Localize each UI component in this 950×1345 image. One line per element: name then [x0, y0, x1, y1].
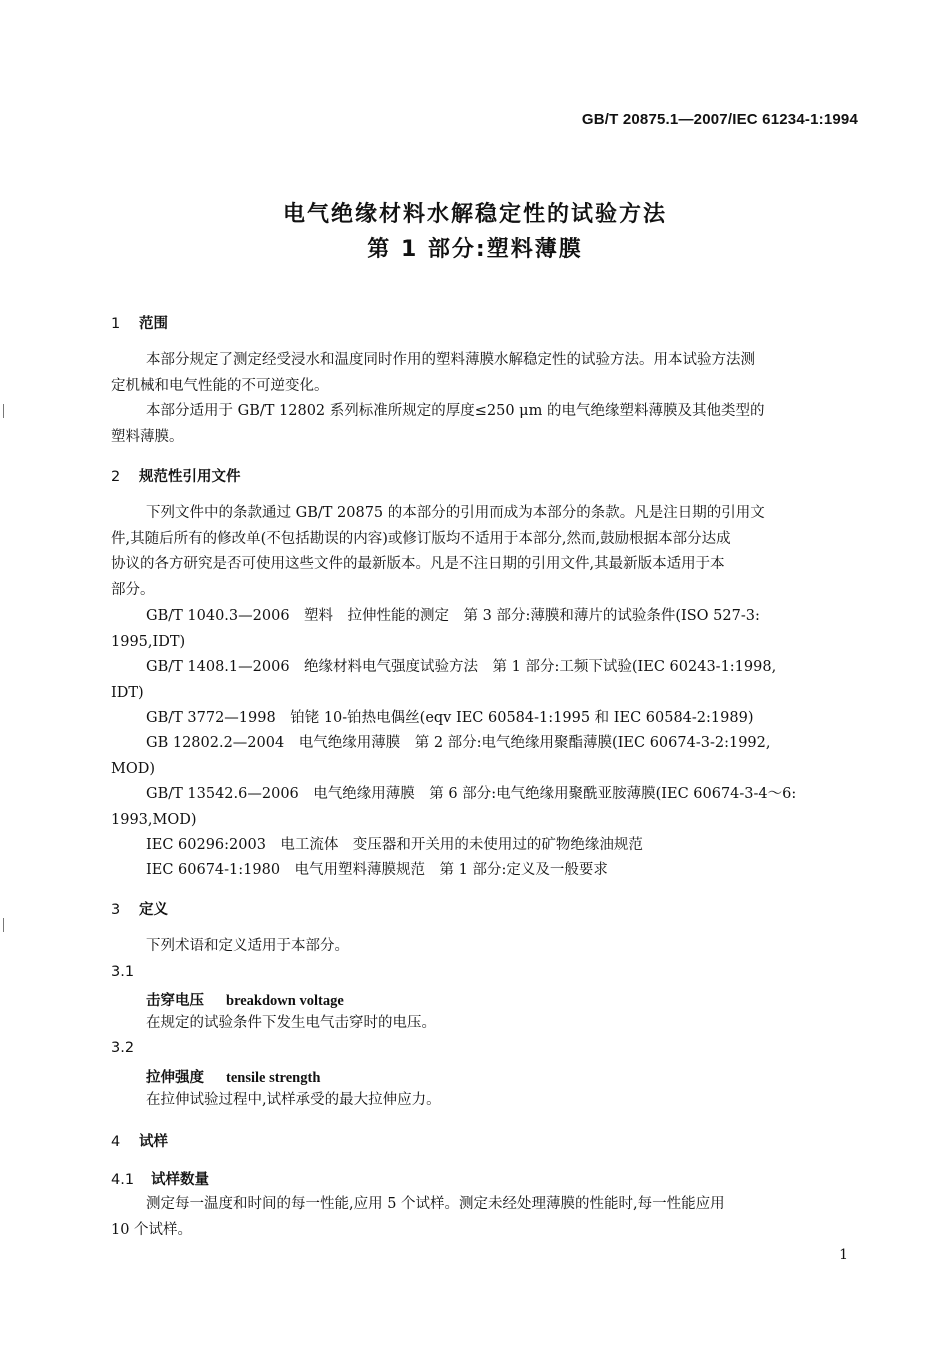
definition-number: 3.1 — [111, 964, 135, 980]
text-line: GB/T 1408.1—2006 绝缘材料电气强度试验方法 第 1 部分:工频下试验(IEC 60243-1:1998, — [146, 659, 777, 675]
section-4-heading — [111, 1130, 168, 1151]
subsection-number: 4.1 — [111, 1172, 135, 1188]
document-title: 电气绝缘材料水解稳定性的试验方法 — [282, 202, 667, 227]
text-line: IDT) — [111, 684, 144, 701]
section-number: 3 — [111, 902, 121, 918]
section-number: 1 — [111, 316, 121, 332]
normative-reference — [111, 604, 859, 655]
term-english: tensile strength — [226, 1070, 321, 1086]
section-title: 规范性引用文件 — [139, 469, 241, 485]
section-title: 范围 — [139, 316, 168, 332]
definition-text — [111, 1088, 859, 1114]
normative-reference — [111, 731, 859, 782]
text-line: IEC 60296:2003 电工流体 变压器和开关用的未使用过的矿物绝缘油规范 — [146, 837, 643, 853]
section-3-intro — [111, 934, 859, 960]
section-1-paragraph-2 — [111, 399, 859, 450]
normative-reference — [111, 782, 859, 833]
text-line: 部分。 — [111, 581, 155, 598]
text-line: 塑料薄膜。 — [111, 428, 184, 445]
normative-reference — [111, 655, 859, 706]
subsection-4-1-heading — [111, 1168, 209, 1189]
text-line: 在规定的试验条件下发生电气击穿时的电压。 — [146, 1015, 436, 1031]
normative-reference — [111, 858, 859, 884]
section-4-paragraph — [111, 1192, 859, 1243]
text-line: 本部分适用于 GB/T 12802 系列标准所规定的厚度≤250 μm 的电气绝缘塑料薄膜及其他类型的 — [146, 403, 765, 419]
section-1-heading — [111, 312, 168, 333]
term-chinese: 拉伸强度 — [146, 1070, 204, 1086]
text-line: 1993,MOD) — [111, 811, 197, 828]
text-line: 定机械和电气性能的不可逆变化。 — [111, 377, 329, 394]
text-line: 协议的各方研究是否可使用这些文件的最新版本。凡是不注日期的引用文件,其最新版本适用于本 — [111, 556, 725, 572]
section-3-heading — [111, 898, 168, 919]
text-line: 1995,IDT) — [111, 633, 186, 650]
text-line: 件,其随后所有的修改单(不包括勘误的内容)或修订版均不适用于本部分,然而,鼓励根据本部分达成 — [111, 530, 731, 547]
text-line: GB/T 13542.6—2006 电气绝缘用薄膜 第 6 部分:电气绝缘用聚酰亚胺薄膜(IEC 60674-3-4～6: — [146, 786, 797, 802]
definition-text — [111, 1011, 859, 1037]
standard-number: GB/T 20875.1—2007/IEC 61234-1:1994 — [581, 111, 858, 128]
section-number: 2 — [111, 469, 121, 485]
term-chinese: 击穿电压 — [146, 993, 204, 1009]
text-line: GB 12802.2—2004 电气绝缘用薄膜 第 2 部分:电气绝缘用聚酯薄膜(IEC 60674-3-2:1992, — [146, 735, 771, 751]
definition-term — [146, 1066, 320, 1087]
subsection-title: 试样数量 — [151, 1172, 209, 1188]
text-line: 10 个试样。 — [111, 1221, 193, 1238]
definition-number: 3.2 — [111, 1040, 135, 1056]
section-1-paragraph-1 — [111, 348, 859, 399]
document-subtitle: 第 1 部分:塑料薄膜 — [367, 237, 583, 262]
normative-reference — [111, 833, 859, 859]
scan-mark — [3, 918, 4, 932]
text-line: 下列术语和定义适用于本部分。 — [146, 938, 349, 954]
normative-reference — [111, 706, 859, 732]
scan-mark — [3, 404, 4, 418]
definition-term — [146, 989, 344, 1010]
term-english: breakdown voltage — [226, 993, 344, 1009]
text-line: 测定每一温度和时间的每一性能,应用 5 个试样。测定未经处理薄膜的性能时,每一性能应用 — [146, 1196, 725, 1212]
text-line: IEC 60674-1:1980 电气用塑料薄膜规范 第 1 部分:定义及一般要求 — [146, 862, 608, 878]
section-title: 定义 — [139, 902, 168, 918]
section-title: 试样 — [139, 1134, 168, 1150]
section-number: 4 — [111, 1134, 121, 1150]
text-line: 在拉伸试验过程中,试样承受的最大拉伸应力。 — [146, 1092, 441, 1108]
text-line: MOD) — [111, 760, 156, 777]
text-line: 本部分规定了测定经受浸水和温度同时作用的塑料薄膜水解稳定性的试验方法。用本试验方法测 — [146, 352, 755, 368]
text-line: 下列文件中的条款通过 GB/T 20875 的本部分的引用而成为本部分的条款。凡是注日期的引用文 — [146, 505, 765, 521]
text-line: GB/T 1040.3—2006 塑料 拉伸性能的测定 第 3 部分:薄膜和薄片的试验条件(ISO 527-3: — [146, 608, 760, 624]
text-line: GB/T 3772—1998 铂铑 10-铂热电偶丝(eqv IEC 60584-1:1995 和 IEC 60584-2:1989) — [146, 710, 754, 726]
section-2-paragraph — [111, 501, 859, 603]
page-number: 1 — [839, 1247, 848, 1263]
section-2-heading — [111, 465, 241, 486]
